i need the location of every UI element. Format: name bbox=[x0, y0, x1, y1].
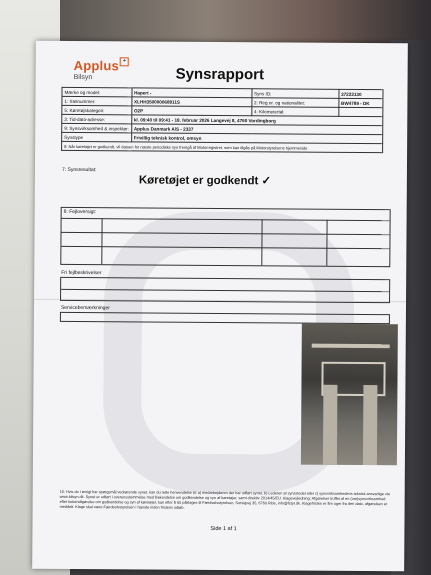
km-value bbox=[338, 107, 382, 116]
free-description-label: Fri fejlbeskrivelser bbox=[61, 269, 102, 277]
make-value: Hapert - bbox=[132, 88, 252, 98]
next-inspection-note: 8: Når køretøjet er godkendt, vil datoen for næste periodiske syn fremgå af Motorregistret, som kan tilgås på Motorstyrelsens hjemmeside bbox=[62, 141, 383, 152]
category-label: 5: Køretøjskategori: bbox=[62, 105, 132, 114]
syns-id-value: 37223130 bbox=[339, 89, 383, 98]
defect-overview-box bbox=[60, 207, 390, 267]
company-label: 9: Synsvirksomhed & inspektør: bbox=[62, 123, 132, 132]
result-label: 7: Synsresultat: bbox=[61, 166, 97, 174]
syns-id-label: Syns ID: bbox=[252, 89, 339, 99]
report-title: Synsrapport bbox=[175, 65, 265, 84]
service-remarks-label: Servicebemærkninger bbox=[60, 304, 110, 312]
checkmark-icon: ✓ bbox=[261, 175, 272, 188]
vin-label: 1: Stelnummer: bbox=[62, 96, 132, 105]
page-number: Side 1 af 1 bbox=[210, 525, 237, 533]
make-label: Mærke og model: bbox=[62, 87, 132, 96]
vehicle-info-table bbox=[61, 87, 383, 153]
km-label: 4: Kilometertal: bbox=[251, 107, 338, 117]
inspection-type-label: Synstype bbox=[62, 132, 132, 141]
plus-icon: + bbox=[120, 57, 129, 66]
result-text: Køretøjet er godkendt bbox=[138, 174, 259, 188]
brand-sub: Bilsyn bbox=[73, 73, 93, 82]
inspection-type-value: Frivillig teknisk kontrol, omsyn bbox=[131, 133, 382, 144]
regnr-label: 2: Reg.nr. og nationalitet: bbox=[251, 98, 338, 108]
footer-legal-text: 10: Hvis du i øvrigt har spørgsmål vedrørende synet, kan du rette henvendelse til: a) medarbejderen der har udført synet, b) Lederen af synsstedet eller c) synsvirksomhedens teknisk ansvarlige via www.bilsyn.dk. Synet er udført i overensstemmelse med Bekendelse om godkendelse og syn af køretøjer, samt direktiv 2014/45/EU. Klagevejledning: Afgørelser truffet af en (om)synsvirksomhed efter bekendtgørelse om godkendelse og syn af køretøjer, kan efter § 65 påklages til Færdselsstyrelsen, Sorsigvej 35, 6760 Ribe, info@fstyr.dk. Klagefristen er fire uger fra den dato, afgørelsen er meddelt. Klage skal være Færdselsstyrelsen i hænde inden fristens udløb. bbox=[59, 489, 390, 510]
time-label: 3: Tid-dato-adresse: bbox=[62, 114, 132, 123]
inspection-report-document bbox=[32, 41, 408, 572]
time-value: kl. 09:40 til 09:41 - 18. februar 2026 Langevej 8, 4760 Vordingborg bbox=[131, 115, 382, 126]
brand-name: Applus bbox=[73, 57, 119, 74]
regnr-value: BW4789 - DK bbox=[338, 98, 382, 107]
applus-logo bbox=[74, 57, 129, 81]
vin-value: XLHH350000068911S bbox=[131, 97, 251, 107]
company-value: Applus Danmark A/S - 2337 bbox=[131, 124, 382, 135]
vehicle-photo bbox=[301, 324, 398, 466]
result-heading bbox=[139, 172, 271, 187]
free-description-box bbox=[60, 277, 390, 303]
category-value: O2P bbox=[131, 106, 251, 116]
defect-overview-label: 6: Fejloversigt: bbox=[63, 208, 97, 216]
